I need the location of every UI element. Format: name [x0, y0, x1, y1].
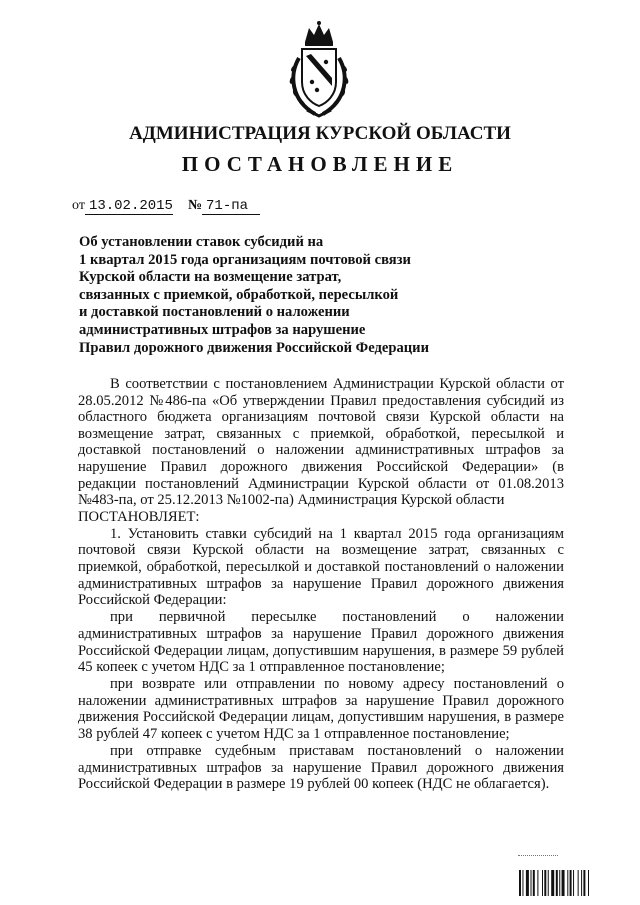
subject-line: административных штрафов за нарушение: [79, 321, 366, 338]
item-1-paragraph: 1. Установить ставки субсидий на 1 квартал 2015 года организациям почтовой связи Курской области на возмещение затрат, связанных с приемкой, обработкой, пересылкой и доставкой постановлений о наложении административных штрафов за нарушение Правил дорожного движения Российской Федерации:: [78, 525, 564, 609]
page-continuation-mark: [518, 855, 558, 857]
document-number: 71-па: [202, 198, 260, 215]
rate-first-dispatch: при первичной пересылке постановлений о наложении административных штрафов за нарушение Правил дорожного движения Российской Федерации лицам, допустившим нарушения, в размере 59 рублей 45 копеек с учетом НДС за 1 отправленное постановление;: [78, 609, 564, 676]
rate-return-readdress: при возврате или отправлении по новому адресу постановлений о наложении административных штрафов за нарушение Правил дорожного движения Российской Федерации лицам, допустившим нарушения, в размере 38 рублей 47 копеек с учетом НДС за 1 отправленное постановление;: [78, 676, 564, 742]
rate-bailiffs: при отправке судебным приставам постановлений о наложении административных штрафов за нарушение Правил дорожного движения Российской Федерации в размере 19 рублей 00 копеек (НДС не облагается).: [78, 743, 564, 793]
date-number-line: [72, 198, 260, 215]
subject-line: Правил дорожного движения Российской Федерации: [79, 339, 429, 356]
barcode-icon: [519, 870, 614, 896]
organization-title: АДМИНИСТРАЦИЯ КУРСКОЙ ОБЛАСТИ: [129, 123, 511, 144]
subject-line: связанных с приемкой, обработкой, пересылкой: [79, 286, 399, 303]
resolves-word: ПОСТАНОВЛЯЕТ:: [78, 508, 200, 525]
subject-line: 1 квартал 2015 года организациям почтовой связи: [79, 251, 411, 268]
document-body: [78, 376, 564, 793]
preamble-paragraph: В соответствии с постановлением Администрации Курской области от 28.05.2012 №486-па «Об утверждении Правил предоставления субсидий из областного бюджета организациям почтовой связи Курской области на возмещение затрат, связанных с приемкой, обработкой, пересылкой и доставкой постановлений о наложении административных штрафов за нарушение Правил дорожного движения Российской Федерации» (в редакции постановлений Администрации Курской области от 01.08.2013 №483-па, от 25.12.2013 №1002-па) Администрация Курской области: [78, 376, 564, 509]
document-date: 13.02.2015: [85, 198, 173, 215]
subject-line: Об установлении ставок субсидий на: [79, 234, 324, 250]
subject-line: Курской области на возмещение затрат,: [79, 269, 342, 286]
subject-line: и доставкой постановлений о наложении: [79, 304, 350, 321]
kursk-coat-of-arms-icon: [285, 20, 353, 120]
document-subject: [79, 234, 459, 357]
document-type-title: ПОСТАНОВЛЕНИЕ: [181, 152, 459, 176]
number-prefix: №: [187, 198, 203, 213]
date-prefix: от: [72, 198, 85, 213]
